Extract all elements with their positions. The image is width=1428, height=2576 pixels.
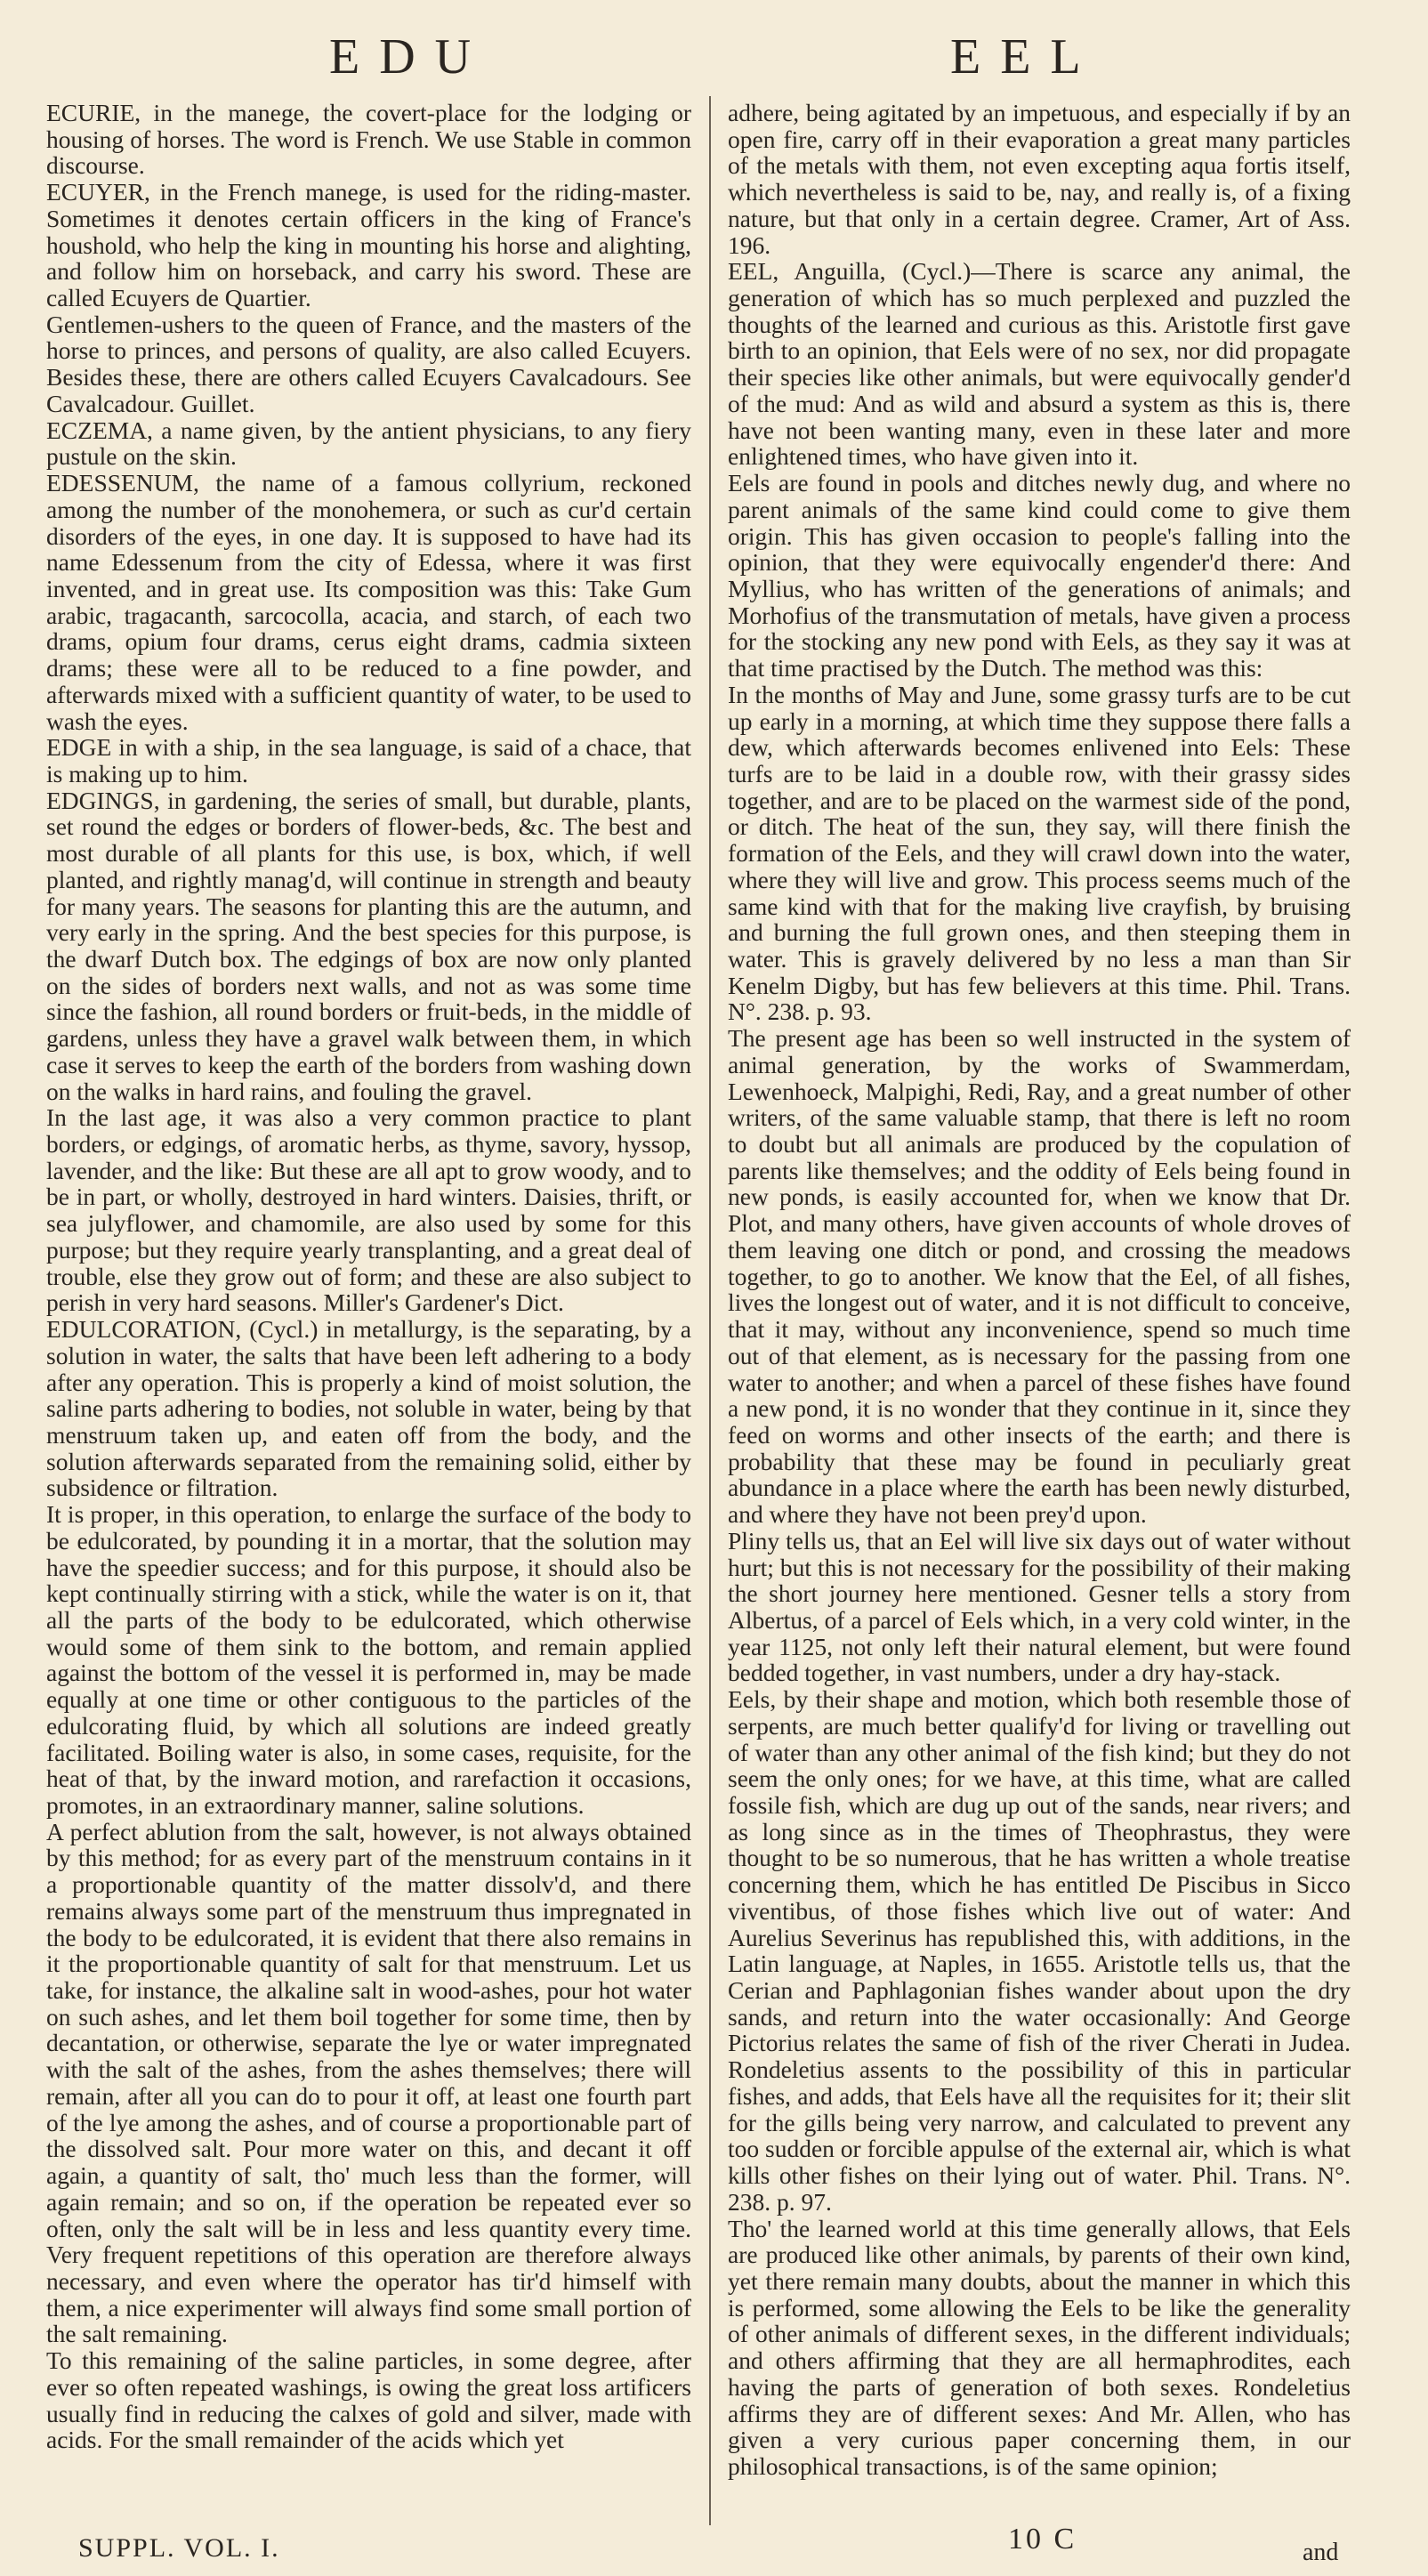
entry-edulcoration-p2: It is proper, in this operation, to enlarge the surface of the body to be edulcorated, by pounding it in a mortar, that the solution may have the speedier success; and for this purpose, it should also be kept continually stirring with a stick, while the water is on it, that all the parts of the body to be edulcorated, which otherwise would some of them sink to the bottom, and remain applied against the bottom of the vessel it is performed in, may be made equally at one time or other contiguous to the particles of the edulcorating fluid, by which all solutions are indeed greatly facilitated. Boiling water is also, in some cases, requisite, for the heat of that, by the inward motion, and rarefaction it occasions, promotes, in an extraordinary manner, saline solutions. <box>46 1500 691 1819</box>
entry-edulcoration: EDULCORATION, (Cycl.) in metallurgy, is the separating, by a solution in water, the salts that have been left adhering to a body after any operation. This is properly a kind of moist solution, the saline parts adhering to bodies, not soluble in water, being by that menstruum taken up, and eaten off from the body, and the solution afterwards separated from the remaining solid, either by subsidence or filtration. <box>46 1315 691 1502</box>
left-column <box>46 100 691 2453</box>
running-head-right: EEL <box>950 29 1101 85</box>
entry-eel-p5: Pliny tells us, that an Eel will live six days out of water without hurt; but this is not necessary for the possibility of their making the short journey here mentioned. Gesner tells a story from Albertus, of a parcel of Eels which, in a very cold winter, in the year 1125, not only left their natural element, but were found bedded together, in vast numbers, under a dry hay-stack. <box>728 1526 1351 1687</box>
entry-edulcoration-end: adhere, being agitated by an impetuous, and especially if by an open fire, carry off in their evaporation a great many particles of the metals with them, not even excepting aqua fortis itself, which nevertheless is said to be, nay, and really is, of a fixing nature, but that only in a certain degree. Cramer, Art of Ass. 196. <box>728 99 1351 259</box>
entry-eel-p6: Eels, by their shape and motion, which both resemble those of serpents, are much better qualify'd for living or travelling out of water than any other animal of the fish kind; but they do not seem the only ones; for we have, at this time, what are called fossile fish, which are dug up out of the sands, near rivers; and as long since as in the times of Theophrastus, they were thought to be so numerous, that he has written a whole treatise concerning them, which he has entitled De Piscibus in Sicco viventibus, of those fishes which live out of water: And Aurelius Severinus has republished this, with additions, in the Latin language, at Naples, in 1655. Aristotle tells us, that the Cerian and Paphlagonian fishes wander about upon the dry sands, and return into the water occasionally: And George Pictorius relates the same of fish of the river Cherati in Judea. Rondeletius assents to the possibility of this in particular fishes, and adds, that Eels have all the requisites for it; their slit for the gills being very narrow, and calculated to prevent any too sudden or forcible appulse of the external air, which is what kills other fishes on their lying out of water. Phil. Trans. N°. 238. p. 97. <box>728 1685 1351 2216</box>
entry-ecurie: ECURIE, in the manege, the covert-place for the lodging or housing of horses. The word is French. We use Stable in common discourse. <box>46 99 691 180</box>
entry-edulcoration-p4: To this remaining of the saline particles, in some degree, after ever so often repeated washings, is owing the great loss artificers usually find in reducing the calxes of gold and silver, made with acids. For the small remainder of the acids which yet <box>46 2346 691 2454</box>
entry-edge: EDGE in with a ship, in the sea language, is said of a chace, that is making up to him. <box>46 733 691 787</box>
entry-eel-p7: Tho' the learned world at this time generally allows, that Eels are produced like other animals, by parents of their own kind, yet there remain many doubts, about the manner in which this is performed, some allowing the Eels to be like the generality of other animals of different sexes, in the different individuals; and others affirming that they are all hermaphrodites, each having the parts of generation of both sexes. Rondeletius affirms they are of different sexes: And Mr. Allen, who has given a very curious paper concerning them, in our philosophical transactions, is of the same opinion; <box>728 2214 1351 2480</box>
volume-footer: SUPPL. VOL. I. <box>78 2533 280 2563</box>
entry-eczema: ECZEMA, a name given, by the antient physicians, to any fiery pustule on the skin. <box>46 416 691 471</box>
entry-edulcoration-p3: A perfect ablution from the salt, however, is not always obtained by this method; for as every part of the menstruum contains in it a proportionable quantity of the matter dissolv'd, and there remains always some part of the menstruum thus impregnated in the body to be edulcorated, it is evident that there also remains in it the proportionable quantity of salt for that menstruum. Let us take, for instance, the alkaline salt in wood-ashes, pour hot water on such ashes, and let them boil together for some time, then by decantation, or otherwise, separate the lye or water impregnated with the salt of the ashes, from the ashes themselves; there will remain, after all you can do to pour it off, at least one fourth part of the lye among the ashes, and of course a proportionable part of the dissolved salt. Pour more water on this, and decant it off again, a quantity of salt, tho' much less than the former, will again remain; and so on, if the operation be repeated ever so often, only the salt will be in less and less quantity every time. Very frequent repetitions of this operation are therefore always necessary, and even where the operator has tir'd himself with them, a nice experimenter will always find some small portion of the salt remaining. <box>46 1817 691 2348</box>
entry-edgings-cont: In the last age, it was also a very common practice to plant borders, or edgings, of aromatic herbs, as thyme, savory, hyssop, lavender, and the like: But these are all apt to grow woody, and to be in part, or wholly, destroyed in hard winters. Daisies, thrift, or sea julyflower, and chamomile, are also used by some for this purpose; but they require yearly transplanting, and a great deal of trouble, else they grow out of form; and these are also subject to perish in very hard seasons. Miller's Gardener's Dict. <box>46 1103 691 1317</box>
entry-eel-p2: Eels are found in pools and ditches newly dug, and where no parent animals of the same kind could come to give them origin. This has given occasion to people's falling into the opinion, that they were equivocally engender'd there: And Myllius, who has written of the generations of animals; and Morhofius of the transmutation of metals, have given a process for the stocking any new pond with Eels, as they say it was at that time practised by the Dutch. The method was this: <box>728 469 1351 682</box>
entry-ecuyer: ECUYER, in the French manege, is used for the riding-master. Sometimes it denotes certain officers in the king of France's houshold, who help the king in mounting his horse and alighting, and follow him on horseback, and carry his sword. These are called Ecuyers de Quartier. <box>46 178 691 312</box>
running-head-left: EDU <box>329 29 491 85</box>
entry-ecuyer-cont: Gentlemen-ushers to the queen of France, and the masters of the horse to princes, and persons of quality, are also called Ecuyers. Besides these, there are others called Ecuyers Cavalcadours. See Cavalcadour. Guillet. <box>46 310 691 417</box>
entry-eel-p4: The present age has been so well instructed in the system of animal generation, by the works of Swammerdam, Lewenhoeck, Malpighi, Redi, Ray, and a great number of other writers, of the same valuable stamp, that there is left no room to doubt but all animals are produced by the copulation of parents like themselves; and the oddity of Eels being found in new ponds, is easily accounted for, when we know that Dr. Plot, and many others, have given accounts of whole droves of them leaving one ditch or pond, and crossing the meadows together, to go to another. We know that the Eel, of all fishes, lives the longest out of water, and it is not difficult to conceive, that it may, without any inconvenience, spend so much time out of that element, as is necessary for the passing from one water to another; and when a parcel of these fishes have found a new pond, it is no wonder that they continue in it, since they feed on worms and other insects of the earth; and there is probability that these may be found in peculiarly great abundance in a place where the earth has been newly disturbed, and where they have not been prey'd upon. <box>728 1024 1351 1529</box>
entry-eel-p3: In the months of May and June, some grassy turfs are to be cut up early in a morning, at which time they suppose there falls a dew, which afterwards becomes enlivened into Eels: These turfs are to be laid in a double row, with their grassy sides together, and are to be placed on the warmest side of the pond, or ditch. The heat of the sun, they say, will there finish the formation of the Eels, and they will crawl down into the water, where they will live and grow. This process seems much of the same kind with that for the making live crayfish, by bruising and burning the full grown ones, and then steeping them in water. This is gravely delivered by no less a man than Sir Kenelm Digby, but has few believers at this time. Phil. Trans. N°. 238. p. 93. <box>728 680 1351 1026</box>
entry-edessenum: EDESSENUM, the name of a famous collyrium, reckoned among the number of the monohemera, or such as cur'd certain disorders of the eyes, in one day. It is supposed to have had its name Edessenum from the city of Edessa, where it was first invented, and in great use. Its composition was this: Take Gum arabic, tragacanth, sarcocolla, acacia, and starch, of each two drams, opium four drams, cerus eight drams, cadmia sixteen drams; these were all to be reduced to a fine powder, and afterwards mixed with a sufficient quantity of water, to be used to wash the eyes. <box>46 469 691 735</box>
right-column <box>728 100 1351 2480</box>
catchword: and <box>1303 2539 1339 2566</box>
signature-mark: 10 C <box>1008 2523 1077 2556</box>
entry-eel: EEL, Anguilla, (Cycl.)—There is scarce any animal, the generation of which has so much perplexed and puzzled the thoughts of the learned and curious as this. Aristotle first gave birth to an opinion, that Eels were of no sex, nor did propagate their species like other animals, but were equivocally gender'd of the mud: And as wild and absurd a system as this is, there have not been wanting many, even in these later and more enlightened times, who have given into it. <box>728 257 1351 471</box>
column-divider <box>709 96 711 2525</box>
entry-edgings: EDGINGS, in gardening, the series of small, but durable, plants, set round the edges or borders of flower-beds, &c. The best and most durable of all plants for this use, is box, which, if well planted, and rightly manag'd, will continue in strength and beauty for many years. The seasons for planting this are the autumn, and very early in the spring. And the best species for this purpose, is the dwarf Dutch box. The edgings of box are now only planted on the sides of borders next walls, and not as was some time since the fashion, all round borders or fruit-beds, in the middle of gardens, unless they have a gravel walk between them, in which case it serves to keep the earth of the borders from washing down on the walks in hard rains, and fouling the gravel. <box>46 786 691 1105</box>
